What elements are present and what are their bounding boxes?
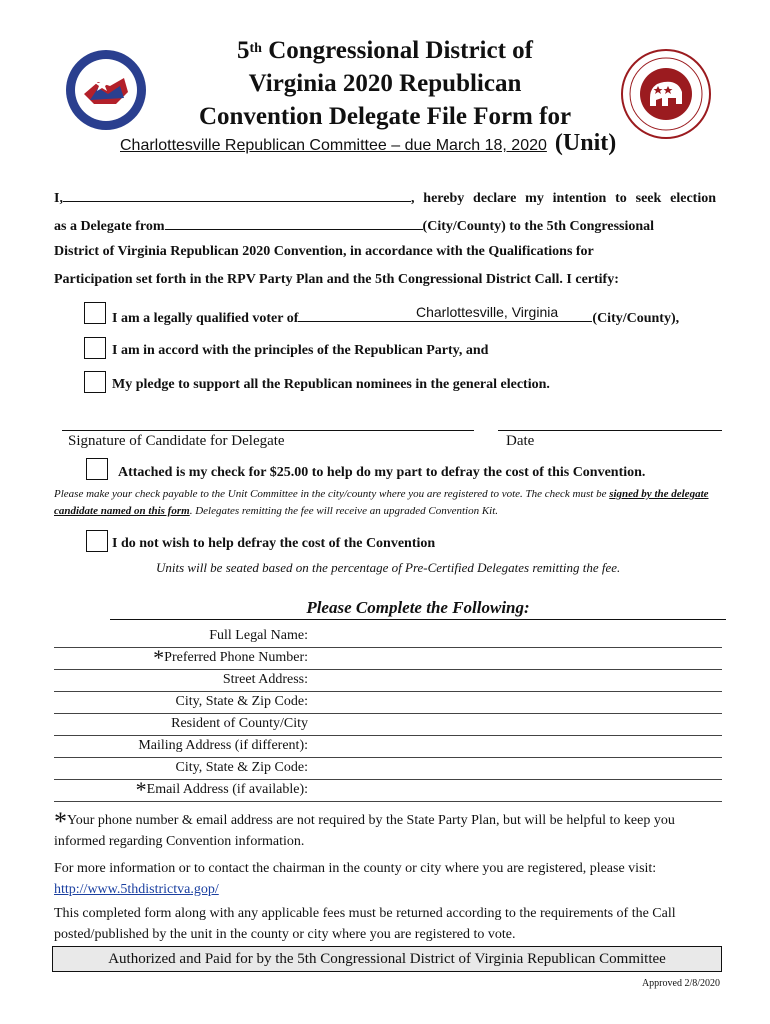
check-payable-note: Please make your check payable to the Unit Committee in the city/county where you are registered to vote. The check must be signed by the delegate candidate named on this form. Delegates remitting the fee will receive an upgraded Convention Kit.: [54, 488, 709, 517]
form-field-label: [138, 738, 308, 754]
form-field-label-text: Street Address:: [222, 672, 308, 687]
form-field-row: [54, 645, 722, 670]
form-field-label: [153, 645, 308, 670]
form-section-title: Please Complete the Following:: [110, 598, 726, 620]
declaration-line-1: I, , hereby declare my intention to seek election: [54, 188, 716, 207]
form-field-label-text: Resident of County/City: [171, 716, 308, 731]
form-field-input[interactable]: [316, 714, 716, 734]
form-field-label: [135, 777, 308, 802]
form-field-row: [54, 736, 722, 758]
form-field-row: [54, 758, 722, 780]
form-field-label: [176, 760, 308, 776]
form-field-row: [54, 777, 722, 802]
declaration-line-4: Participation set forth in the RPV Party Plan and the 5th Congressional District Call. I certify:: [54, 272, 619, 287]
date-label: Date: [506, 433, 535, 449]
signature-line[interactable]: [62, 430, 474, 431]
principles-checkbox[interactable]: [84, 337, 106, 359]
form-field-input[interactable]: [316, 626, 716, 646]
form-field-input[interactable]: [316, 758, 716, 778]
name-blank[interactable]: [63, 188, 411, 202]
unit-line: [120, 130, 616, 157]
legal-voter-label: I am a legally qualified voter of (City/County),: [112, 308, 679, 327]
pledge-label: My pledge to support all the Republican nominees in the general election.: [112, 377, 550, 392]
form-field-label-text: City, State & Zip Code:: [175, 760, 308, 775]
form-field-input[interactable]: [316, 648, 716, 668]
form-field-input[interactable]: [316, 692, 716, 712]
form-field-label: [209, 628, 308, 644]
voter-city-value: Charlottesville, Virginia: [416, 304, 559, 320]
return-instructions: This completed form along with any applicable fees must be returned according to the requirements of the Call posted/published by the unit in the county or city where you are registered to vote.: [54, 906, 676, 942]
form-field-label-text: Preferred Phone Number:: [164, 650, 308, 665]
form-field-row: [54, 692, 722, 714]
unit-name: Charlottesville Republican Committee – due March 18, 2020: [120, 137, 547, 154]
declaration-line-3: District of Virginia Republican 2020 Convention, in accordance with the Qualifications for: [54, 244, 594, 259]
form-field-label: [176, 694, 308, 710]
form-field-row: [54, 714, 722, 736]
form-field-input[interactable]: [316, 670, 716, 690]
seating-note: Units will be seated based on the percentage of Pre-Certified Delegates remitting the fee.: [156, 560, 621, 575]
page-title: 5th Congressional District of Virginia 2020 Republican Convention Delegate File Form for: [198, 37, 572, 130]
declaration-line-2: as a Delegate from (City/County) to the 5th Congressional: [54, 216, 716, 235]
required-note-star: *: [135, 777, 147, 802]
form-field-input[interactable]: [316, 780, 716, 800]
authorized-paid-by-box: Authorized and Paid for by the 5th Congressional District of Virginia Republican Committee: [52, 946, 722, 972]
district-website-link[interactable]: http://www.5thdistrictva.gop/: [54, 882, 219, 897]
form-field-label-text: Mailing Address (if different):: [138, 738, 308, 753]
form-field-label-text: Email Address (if available):: [146, 782, 308, 797]
legal-voter-checkbox[interactable]: [84, 302, 106, 324]
signature-label: Signature of Candidate for Delegate: [68, 433, 285, 449]
fee-label: Attached is my check for $25.00 to help do my part to defray the cost of this Convention.: [118, 465, 646, 480]
form-field-label-text: City, State & Zip Code:: [175, 694, 308, 709]
more-info-text: For more information or to contact the chairman in the county or city where you are registered, please visit: http://www.5thdistrictva.gop/: [54, 861, 657, 897]
city-county-blank[interactable]: [165, 216, 423, 230]
5th-district-elephant-seal-icon: [620, 48, 712, 140]
required-note-star: *: [153, 645, 165, 670]
fee-checkbox[interactable]: [86, 458, 108, 480]
decline-fee-label: I do not wish to help defray the cost of the Convention: [112, 536, 436, 551]
rpv-virginia-seal-icon: [64, 48, 148, 132]
unit-tag: (Unit): [554, 130, 617, 156]
decline-fee-checkbox[interactable]: [86, 530, 108, 552]
form-field-input[interactable]: [316, 736, 716, 756]
form-field-label: [171, 716, 308, 732]
privacy-note: *Your phone number & email address are not required by the State Party Plan, but will be helpful to keep you informed regarding Convention information.: [54, 807, 675, 849]
pledge-checkbox[interactable]: [84, 371, 106, 393]
form-field-label: [223, 672, 308, 688]
form-field-label-text: Full Legal Name:: [209, 628, 308, 643]
form-field-row: [54, 670, 722, 692]
date-line[interactable]: [498, 430, 722, 431]
approved-date: Approved 2/8/2020: [641, 978, 720, 989]
principles-label: I am in accord with the principles of the Republican Party, and: [112, 343, 489, 358]
